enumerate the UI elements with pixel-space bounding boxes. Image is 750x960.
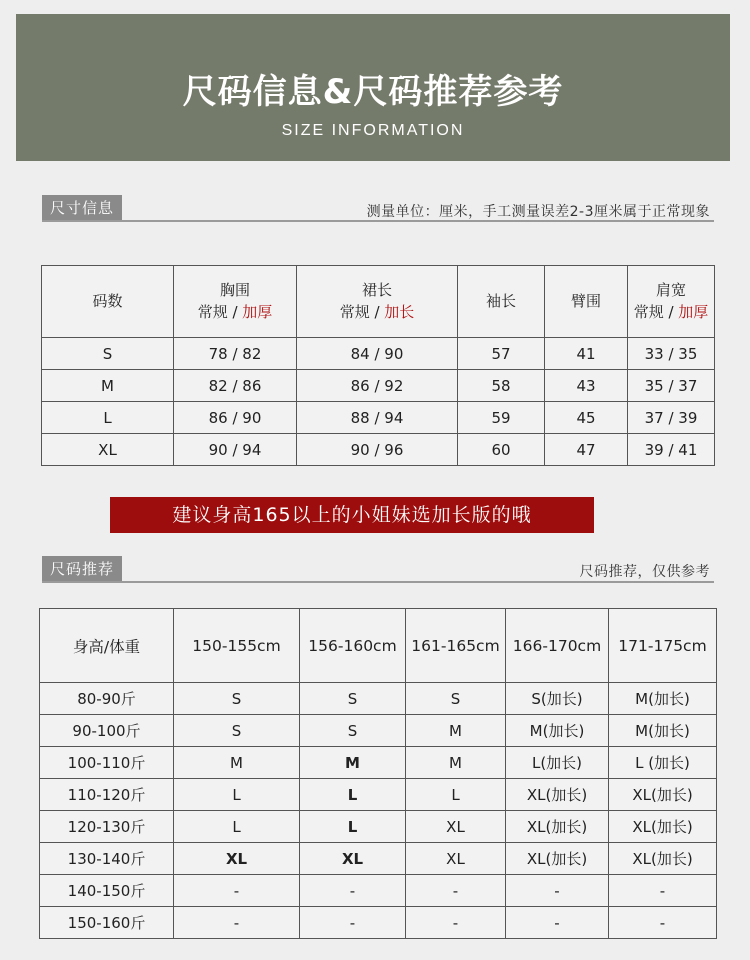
recommend-note: 尺码推荐，仅供参考	[579, 564, 710, 580]
cell-arm: 45	[545, 402, 628, 434]
cell-size: L	[174, 779, 300, 811]
cell-sleeve: 60	[458, 434, 545, 466]
header-bust	[174, 266, 297, 338]
header-height-range: 150-155cm	[174, 609, 300, 683]
cell-size: S	[42, 338, 174, 370]
cell-size: L(加长)	[506, 747, 609, 779]
header-length	[297, 266, 458, 338]
table-row	[40, 907, 717, 939]
table-row	[42, 434, 715, 466]
table-row	[40, 811, 717, 843]
cell-size: M	[406, 747, 506, 779]
cell-size: XL	[300, 843, 406, 875]
cell-size: L (加长)	[609, 747, 717, 779]
table-row	[40, 715, 717, 747]
header-length-regular: 常规	[339, 302, 370, 321]
cell-size: M	[42, 370, 174, 402]
header-shoulder-label: 肩宽	[655, 280, 686, 299]
cell-sleeve: 57	[458, 338, 545, 370]
cell-size: -	[174, 907, 300, 939]
cell-size: L	[300, 811, 406, 843]
recommend-tag: 尺码推荐	[42, 556, 122, 582]
recommend-divider	[42, 581, 714, 583]
cell-weight: 150-160斤	[40, 907, 174, 939]
cell-length: 84 / 90	[297, 338, 458, 370]
header-banner	[16, 14, 730, 161]
table-row	[42, 402, 715, 434]
header-height-range: 161-165cm	[406, 609, 506, 683]
cell-weight: 120-130斤	[40, 811, 174, 843]
cell-size: M	[174, 747, 300, 779]
cell-weight: 130-140斤	[40, 843, 174, 875]
cell-length: 90 / 96	[297, 434, 458, 466]
header-sleeve: 袖长	[458, 266, 545, 338]
header-bust-regular: 常规	[197, 302, 228, 321]
size-recommend-table	[39, 608, 717, 939]
cell-size: -	[406, 907, 506, 939]
cell-length: 86 / 92	[297, 370, 458, 402]
cell-size: -	[406, 875, 506, 907]
header-height-range: 156-160cm	[300, 609, 406, 683]
cell-size: XL(加长)	[506, 843, 609, 875]
cell-weight: 140-150斤	[40, 875, 174, 907]
cell-size: -	[174, 875, 300, 907]
size-info-table	[41, 265, 715, 466]
cell-arm: 41	[545, 338, 628, 370]
cell-size: S	[174, 715, 300, 747]
table-row	[40, 843, 717, 875]
cell-size: L	[42, 402, 174, 434]
cell-size: S	[300, 683, 406, 715]
header-shoulder-thick: 加厚	[678, 302, 709, 321]
cell-arm: 47	[545, 434, 628, 466]
cell-size: -	[609, 875, 717, 907]
cell-size: L	[300, 779, 406, 811]
cell-size: -	[506, 875, 609, 907]
recommend-header-row	[40, 609, 717, 683]
cell-size: XL	[406, 811, 506, 843]
cell-bust: 78 / 82	[174, 338, 297, 370]
header-height-weight: 身高/体重	[40, 609, 174, 683]
cell-size: XL(加长)	[609, 843, 717, 875]
header-length-sep: /	[369, 302, 385, 321]
header-shoulder-sep: /	[663, 302, 679, 321]
table-row	[40, 875, 717, 907]
table-row	[42, 370, 715, 402]
cell-length: 88 / 94	[297, 402, 458, 434]
cell-bust: 86 / 90	[174, 402, 297, 434]
header-bust-sep: /	[227, 302, 243, 321]
cell-size: L	[406, 779, 506, 811]
cell-size: M(加长)	[609, 683, 717, 715]
cell-shoulder: 33 / 35	[628, 338, 715, 370]
table-row	[40, 683, 717, 715]
page-title: 尺码信息&尺码推荐参考	[182, 72, 564, 112]
header-height-range: 171-175cm	[609, 609, 717, 683]
header-size: 码数	[42, 266, 174, 338]
header-height-range: 166-170cm	[506, 609, 609, 683]
cell-size: -	[300, 875, 406, 907]
cell-size: -	[609, 907, 717, 939]
cell-sleeve: 59	[458, 402, 545, 434]
cell-weight: 80-90斤	[40, 683, 174, 715]
cell-size: XL	[174, 843, 300, 875]
page-subtitle: SIZE INFORMATION	[281, 122, 465, 139]
header-length-label: 裙长	[361, 280, 392, 299]
height-recommendation-callout: 建议身高165以上的小姐妹选加长版的哦	[110, 497, 594, 533]
cell-size: S	[300, 715, 406, 747]
cell-size: L	[174, 811, 300, 843]
cell-size: M(加长)	[609, 715, 717, 747]
cell-size: -	[506, 907, 609, 939]
size-info-tag: 尺寸信息	[42, 195, 122, 221]
cell-size: XL	[406, 843, 506, 875]
header-length-long: 加长	[384, 302, 415, 321]
cell-arm: 43	[545, 370, 628, 402]
cell-sleeve: 58	[458, 370, 545, 402]
table-row	[42, 338, 715, 370]
cell-size: S	[174, 683, 300, 715]
cell-size: XL(加长)	[506, 811, 609, 843]
header-bust-label: 胸围	[219, 280, 250, 299]
header-arm: 臂围	[545, 266, 628, 338]
cell-size: XL(加长)	[609, 779, 717, 811]
cell-size: XL(加长)	[609, 811, 717, 843]
cell-shoulder: 35 / 37	[628, 370, 715, 402]
cell-bust: 90 / 94	[174, 434, 297, 466]
cell-weight: 110-120斤	[40, 779, 174, 811]
cell-weight: 100-110斤	[40, 747, 174, 779]
cell-size: S	[406, 683, 506, 715]
size-info-header-row	[42, 266, 715, 338]
cell-shoulder: 37 / 39	[628, 402, 715, 434]
header-shoulder	[628, 266, 715, 338]
table-row	[40, 779, 717, 811]
cell-weight: 90-100斤	[40, 715, 174, 747]
size-info-note: 测量单位：厘米，手工测量误差2-3厘米属于正常现象	[366, 204, 710, 220]
cell-size: -	[300, 907, 406, 939]
header-bust-thick: 加厚	[242, 302, 273, 321]
cell-size: S(加长)	[506, 683, 609, 715]
cell-size: M(加长)	[506, 715, 609, 747]
cell-size: XL	[42, 434, 174, 466]
cell-size: M	[300, 747, 406, 779]
cell-bust: 82 / 86	[174, 370, 297, 402]
table-row	[40, 747, 717, 779]
cell-size: XL(加长)	[506, 779, 609, 811]
cell-size: M	[406, 715, 506, 747]
cell-shoulder: 39 / 41	[628, 434, 715, 466]
header-shoulder-regular: 常规	[633, 302, 664, 321]
